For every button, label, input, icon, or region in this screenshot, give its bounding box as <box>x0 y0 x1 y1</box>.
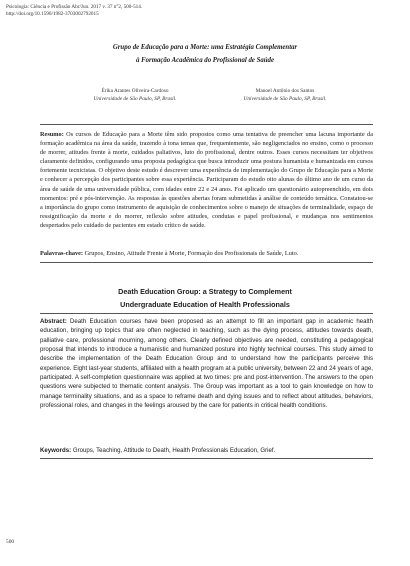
resumo-label: Resumo: <box>40 131 64 138</box>
author-2-affiliation: Universidade de São Paulo, SP, Brasil. <box>243 95 327 102</box>
abstract-paragraph <box>40 317 373 410</box>
palavras-chave-line <box>40 249 373 258</box>
author-1-name: Érika Arantes Oliveira-Cardoso <box>101 88 169 94</box>
divider-bottom-resumo <box>40 262 373 263</box>
title-english-line2: Undergraduate Education of Health Professionals <box>120 299 290 309</box>
title-portuguese <box>0 42 410 67</box>
title-english-line1: Death Education Group: a Strategy to Complement <box>118 287 292 296</box>
keywords-text: Groups, Teaching, Attitude to Death, Health Professionals Education, Grief. <box>72 447 276 454</box>
abstract-text: Death Education courses have been proposed as an attempt to fill an important gap in academic health education, bringing up topics that are often neglected in teaching, such as the dying process, attitudes towards death, palliative care, professional mourning, among others. Clearly defined objectives are needed, constituting a pedagogical proposal that intends to introduce a humanistic and humanized posture into highly technical courses. This study aimed to describe the implementation of the Death Education Group and to understand how the participants perceive this experience. Eight last-year students, affiliated with a health program at a public university, between 22 and 24 years of age, participated. A self-completion questionnaire was applied at two times: pre and post-intervention. The answers to the open questions were subjected to thematic content analysis. The Group was important as a tool to gain knowledge on how to manage terminality situations, and as a space to reframe death and dying issues and to reflect about attitudes, behaviors, professional roles, and changes in the feelings aroused by the care for patients in critical health conditions. <box>40 318 373 410</box>
author-2-name: Manoel Antônio dos Santos <box>255 88 315 94</box>
divider-top-abstract <box>40 313 373 314</box>
author-1-affiliation: Universidade de São Paulo, SP, Brasil. <box>93 95 177 102</box>
page-number: 500 <box>6 539 15 545</box>
abstract-label: Abstract: <box>40 318 67 325</box>
journal-citation: Psicologia: Ciência e Profissão Abr/Jun. 2017 v. 37 n°2, 500-514. <box>6 4 143 10</box>
author-2 <box>200 88 370 103</box>
author-1 <box>50 88 220 103</box>
title-portuguese-line2: à Formação Acadêmica do Profissional de Saúde <box>136 56 274 64</box>
palavras-chave-text: Grupos, Ensino, Atitude Frente à Morte, Formação dos Profissionais de Saúde, Luto. <box>84 250 299 257</box>
divider-top-resumo <box>40 124 373 125</box>
doi-link[interactable]: http://doi.org/10.1590/1982-3703002792015 <box>6 11 99 17</box>
resumo-text: Os cursos de Educação para a Morte têm sido propostos como uma tentativa de preencher uma lacuna importante da formação acadêmica na área da saúde, trazendo à tona temas que, frequentemente, são negligenciados no ensino, como o processo de morrer, atitudes frente à morte, cuidados paliativos, luto do profissional, dentre outros. Esses cursos necessitam ter objetivos claramente definidos, configurando uma proposta pedagógica que busca introduzir uma postura humanista e humanizada em cursos fortemente tecnicistas. O objetivo deste estudo é descrever uma experiência de implementação do Grupo de Educação para a Morte e conhecer a percepção dos participantes sobre essa experiência. Participaram do estudo oito alunas do último ano de um curso da área de saúde de uma universidade pública, com idades entre 22 e 24 anos. Foi aplicado um questionário autopreenchido, em dois momentos: pré e pós-intervenção. As respostas às questões abertas foram submetidas à análise de conteúdo temática. Constatou-se a importância do grupo como instrumento de aquisição de conhecimentos sobre o manejo de situações de terminalidade, espaço de ressignificação da morte e do morrer, reflexão sobre atitudes, condutas e papel profissional, e mudanças nos sentimentos despertados pelo cuidado de pacientes em estado crítico de saúde. <box>40 131 373 229</box>
palavras-chave-label: Palavras-chave: <box>40 250 84 257</box>
keywords-line <box>40 446 373 455</box>
journal-header <box>6 4 142 18</box>
divider-bottom-abstract <box>40 458 373 459</box>
keywords-label: Keywords: <box>40 447 72 454</box>
title-english <box>0 286 410 311</box>
resumo-paragraph <box>40 130 373 230</box>
title-portuguese-line1: Grupo de Educação para a Morte: uma Estratégia Complementar <box>112 44 298 51</box>
